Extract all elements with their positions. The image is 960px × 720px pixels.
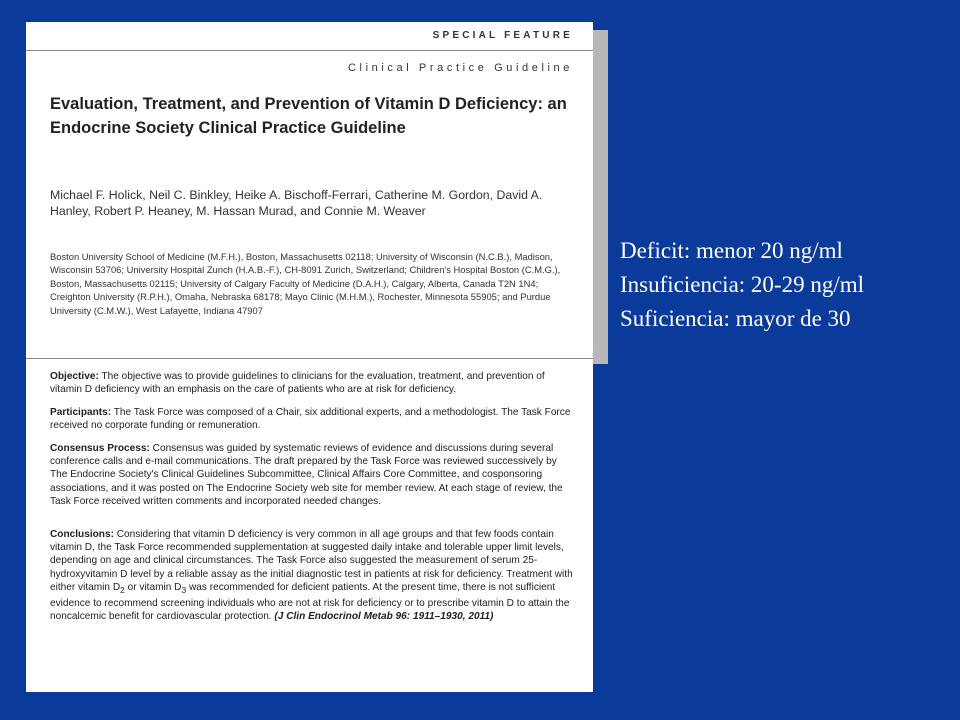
header-divider [26, 50, 593, 51]
subscript-3: 3 [181, 584, 187, 595]
section-label: SPECIAL FEATURE [432, 30, 573, 41]
abstract-objective [50, 370, 575, 396]
conclusions-text-2: was recommended for deficient patients. At the present time, there is not sufficient evidence to recommend screening individuals who are not at risk for deficiency or to prescribe vitamin D to attain the noncalcemic benefit for cardiovascular protection. [50, 581, 570, 623]
conclusions-label: Conclusions: [50, 529, 114, 540]
conclusions-text-1: Considering that vitamin D deficiency is very common in all age groups and that few foods contain vitamin D, the Task Force recommended supplementation at suggested daily intake and tolerable upper limit levels, depending on age and clinical circumstances. The Task Force also suggested the measurement of serum 25-hydroxyvitamin D level by a reliable assay as the initial diagnostic test in patients at risk for deficiency. Treatment with either vitamin D [50, 529, 573, 593]
abstract-participants [50, 406, 575, 432]
consensus-label: Consensus Process: [50, 443, 150, 454]
participants-label: Participants: [50, 407, 112, 418]
deficit-line: Deficit: menor 20 ng/ml [620, 238, 843, 263]
vitamin-d-thresholds [620, 234, 864, 336]
subsection-label: Clinical Practice Guideline [348, 62, 573, 74]
abstract-consensus [50, 442, 575, 508]
objective-text: The objective was to provide guidelines to clinicians for the evaluation, treatment, and prevention of vitamin D deficiency with an emphasis on the care of patients who are at risk for deficiency. [50, 371, 545, 396]
abstract-divider [26, 358, 593, 359]
paper-shadow [593, 30, 608, 364]
subscript-2: 2 [120, 584, 125, 595]
article-page [26, 22, 593, 692]
sufficiency-line: Suficiencia: mayor de 30 [620, 306, 851, 331]
article-title: Evaluation, Treatment, and Prevention of Vitamin D Deficiency: an Endocrine Society Clinical Practice Guideline [50, 95, 567, 137]
abstract-conclusions [50, 528, 575, 623]
insufficiency-line: Insuficiencia: 20-29 ng/ml [620, 272, 864, 297]
affiliations: Boston University School of Medicine (M.F.H.), Boston, Massachusetts 02118; University of Wisconsin (N.C.B.), Madison, Wisconsin 53706; University Hospital Zurich (H.A.B.-F.), CH-8091 Zurich, Switzerland; Children's Hospital Boston (C.M.G.), Boston, Massachusetts 02115; University of Calgary Faculty of Medicine (D.A.H.), Calgary, Alberta, Canada T2N 1N4; Creighton University (R.P.H.), Omaha, Nebraska 68178; Mayo Clinic (M.H.M.), Rochester, Minnesota 55905; and Purdue University (C.M.W.), West Lafayette, Indiana 47907 [50, 251, 561, 316]
objective-label: Objective: [50, 371, 99, 382]
participants-text: The Task Force was composed of a Chair, six additional experts, and a methodologist. The Task Force received no corporate funding or remuneration. [50, 407, 571, 432]
conclusions-text-or: or vitamin D [124, 581, 182, 593]
consensus-text: Consensus was guided by systematic reviews of evidence and discussions during several conference calls and e-mail communications. The draft prepared by the Task Force was reviewed successively by The Endocrine Society's Clinical Guidelines Subcommittee, Clinical Affairs Core Committee, and cosponsoring associations, and it was posted on The Endocrine Society web site for member review. At each stage of review, the Task Force received written comments and incorporated needed changes. [50, 443, 563, 507]
author-list: Michael F. Holick, Neil C. Binkley, Heike A. Bischoff-Ferrari, Catherine M. Gordon, David A. Hanley, Robert P. Heaney, M. Hassan Murad, and Connie M. Weaver [50, 188, 543, 218]
citation: (J Clin Endocrinol Metab 96: 1911–1930, 2011) [271, 611, 494, 623]
